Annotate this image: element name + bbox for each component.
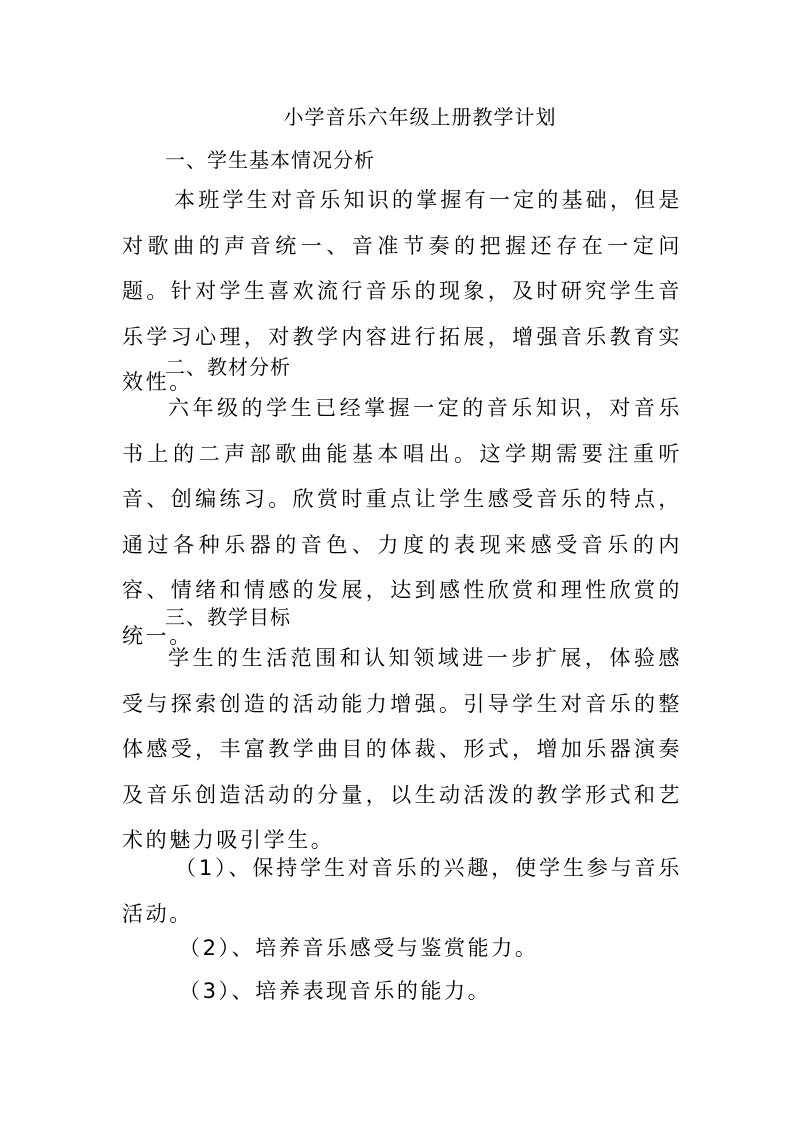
paragraph-student-analysis: 本班学生对音乐知识的掌握有一定的基础，但是对歌曲的声音统一、音准节奏的把握还存在一定问题。针对学生喜欢流行音乐的现象，及时研究学生音乐学习心理，对教学内容进行拓展，增强音乐教育实效性。: [122, 188, 682, 394]
section-heading-student-analysis: 一、学生基本情况分析: [165, 148, 375, 172]
section-heading-textbook-analysis: 二、教材分析: [165, 355, 291, 379]
goal-item-2: （2）、培养音乐感受与鉴赏能力。: [179, 936, 539, 960]
section-heading-teaching-goals: 三、教学目标: [165, 605, 291, 629]
paragraph-teaching-goals: 学生的生活范围和认知领域进一步扩展，体验感受与探索创造的活动能力增强。引导学生对音乐的整体感受，丰富教学曲目的体裁、形式，增加乐器演奏及音乐创造活动的分量，以生动活泼的教学形式和艺术的魅力吸引学生。: [122, 646, 682, 852]
paragraph-textbook-analysis: 六年级的学生已经掌握一定的音乐知识，对音乐书上的二声部歌曲能基本唱出。这学期需要注重听音、创编练习。欣赏时重点让学生感受音乐的特点，通过各种乐器的音色、力度的表现来感受音乐的内容、情绪和情感的发展，达到感性欣赏和理性欣赏的统一。: [122, 396, 682, 648]
goal-item-3: （3）、培养表现音乐的能力。: [179, 979, 492, 1003]
goal-item-1: （1）、保持学生对音乐的兴趣，使学生参与音乐活动。: [122, 856, 682, 926]
document-title: 小学音乐六年级上册教学计划: [283, 105, 557, 129]
